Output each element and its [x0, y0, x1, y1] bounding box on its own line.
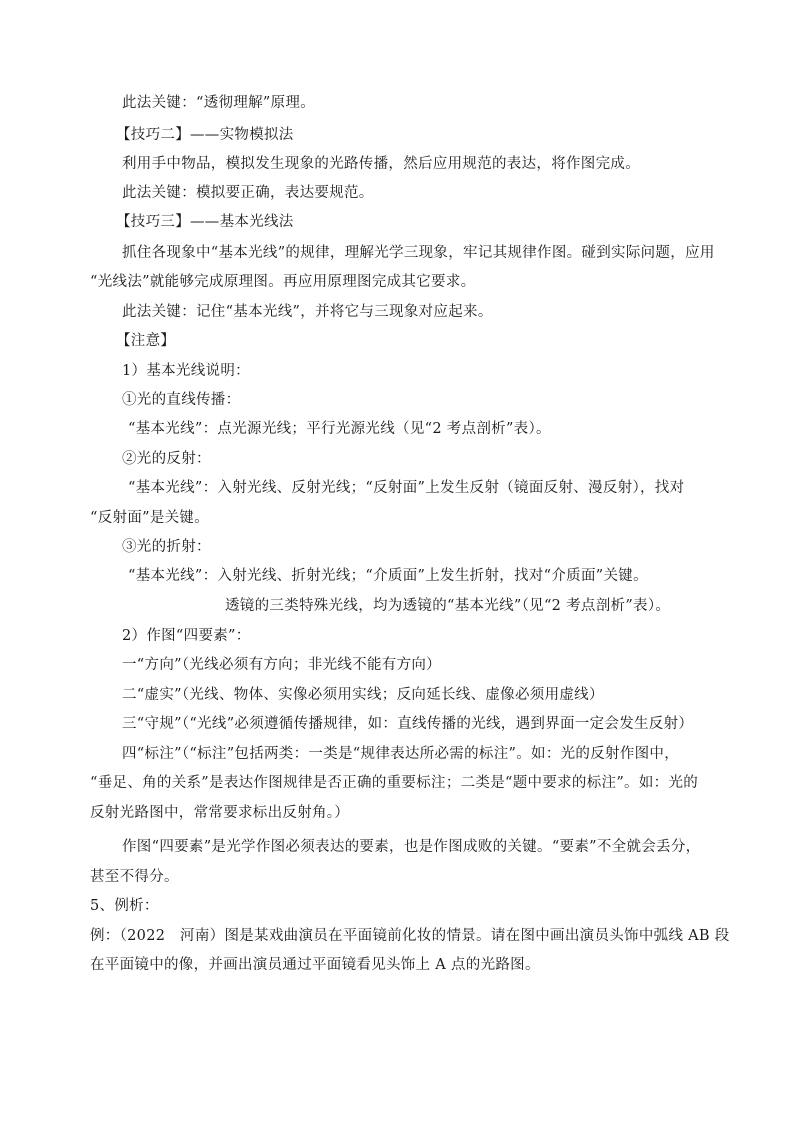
paragraph-line: 1）基本光线说明：: [122, 363, 250, 379]
paragraph-line: 利用手中物品，模拟发生现象的光路传播，然后应用规范的表达，将作图完成。: [122, 156, 640, 172]
paragraph-line: “基本光线”：点光源光线；平行光源光线（见“2 考点剖析”表）。: [128, 421, 551, 437]
paragraph-line: “光线法”就能够完成原理图。再应用原理图完成其它要求。: [90, 274, 476, 290]
paragraph-line: 例：（2022 河南）图是某戏曲演员在平面镜前化妆的情景。请在图中画出演员头饰中弧线 AB 段: [90, 928, 730, 944]
paragraph-line: 此法关键：模拟要正确，表达要规范。: [122, 185, 374, 201]
paragraph-line: 一“方向”（光线必须有方向；非光线不能有方向）: [122, 657, 441, 673]
paragraph-line: 反射光路图中，常常要求标出反射角。）: [90, 805, 350, 821]
paragraph-line: 甚至不得分。: [90, 869, 179, 885]
paragraph-line: 此法关键：记住“基本光线”，并将它与三现象对应起来。: [122, 304, 493, 320]
section-heading: 【技巧二】——实物模拟法: [116, 127, 294, 143]
paragraph-line: “垂足、角的关系”是表达作图规律是否正确的重要标注；二类是“题中要求的标注”。如：光的: [90, 775, 699, 791]
paragraph-line: ③光的折射：: [122, 539, 211, 555]
paragraph-line: ②光的反射：: [122, 451, 211, 467]
paragraph-line: 透镜的三类特殊光线，均为透镜的“基本光线”（见“2 考点剖析”表）。: [225, 598, 671, 614]
paragraph-line: 抓住各现象中“基本光线”的规律，理解光学三现象，牢记其规律作图。碰到实际问题，应用: [122, 245, 715, 261]
paragraph-line: 四“标注”（“标注”包括两类：一类是“规律表达所必需的标注”。如：光的反射作图中，: [122, 746, 680, 762]
paragraph-line: 三“守规”（“光线”必须遵循传播规律，如：直线传播的光线，遇到界面一定会发生反射）: [122, 716, 694, 732]
paragraph-line: “基本光线”：入射光线、反射光线；“反射面”上发生反射（镜面反射、漫反射），找对: [128, 480, 685, 496]
paragraph-line: ①光的直线传播：: [122, 392, 241, 408]
paragraph-line: “基本光线”：入射光线、折射光线；“介质面”上发生折射，找对“介质面”关键。: [128, 568, 648, 584]
section-heading: 【技巧三】——基本光线法: [116, 214, 294, 230]
paragraph-line: “反射面”是关键。: [90, 510, 210, 526]
paragraph-line: 作图“四要素”是光学作图必须表达的要素，也是作图成败的关键。“要素”不全就会丢分，: [122, 839, 701, 855]
paragraph-line: 二“虚实”（光线、物体、实像必须用实线；反向延长线、虚像必须用虚线）: [122, 687, 604, 703]
paragraph-line: 此法关键：“透彻理解”原理。: [122, 95, 316, 111]
paragraph-line: 在平面镜中的像，并画出演员通过平面镜看见头饰上 A 点的光路图。: [90, 957, 540, 973]
section-heading: 5、例析：: [90, 898, 159, 914]
paragraph-line: 2）作图“四要素”：: [122, 628, 251, 644]
section-heading: 【注意】: [116, 333, 176, 349]
